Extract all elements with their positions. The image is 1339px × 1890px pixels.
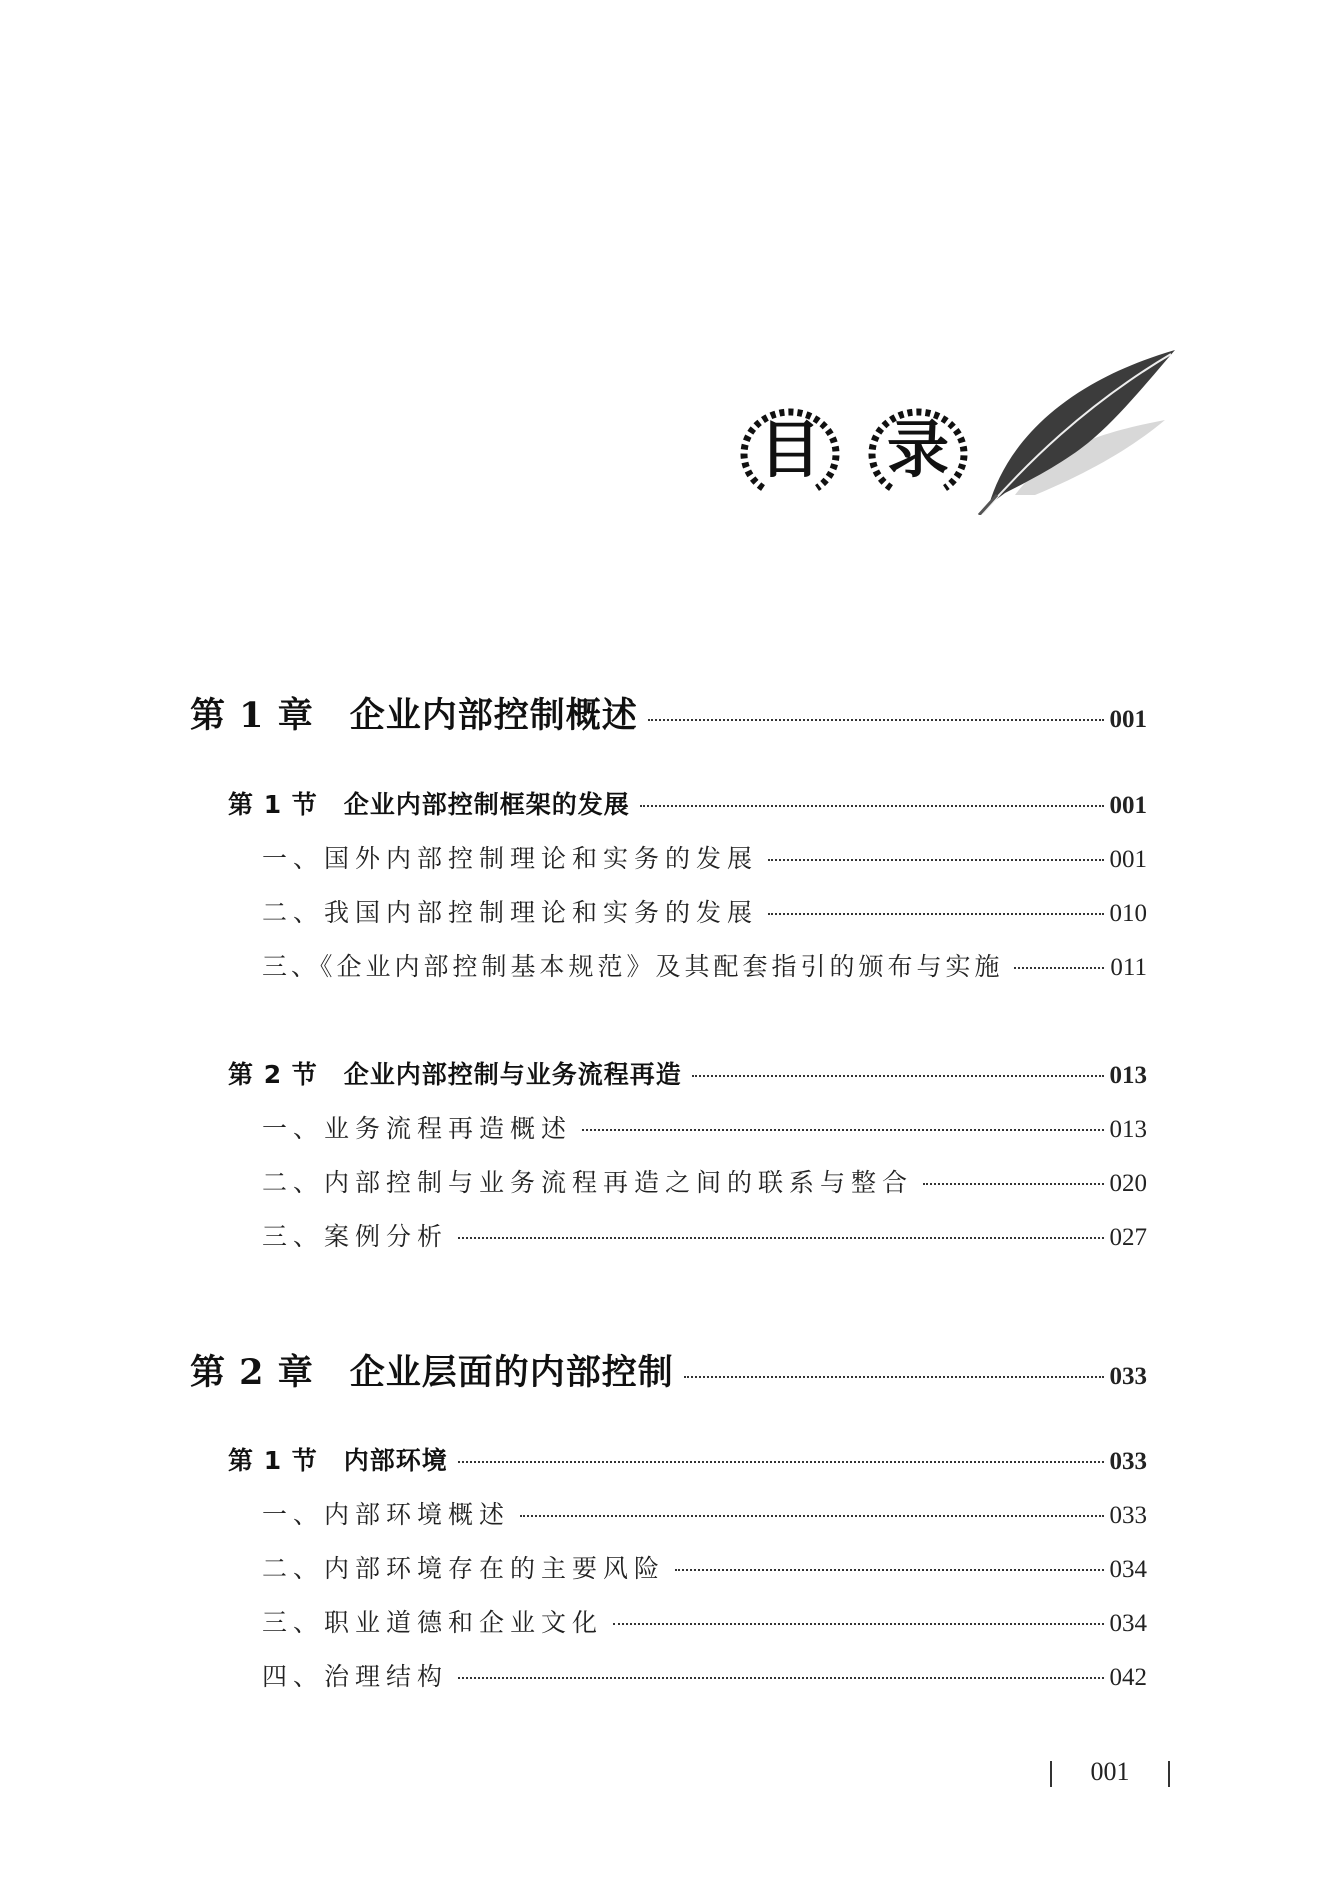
dot-leader bbox=[684, 1376, 1104, 1378]
toc-chapter-1[interactable] bbox=[190, 688, 1147, 738]
title-char-lu bbox=[863, 400, 973, 500]
dot-leader bbox=[923, 1183, 1103, 1185]
toc-entry-label: 第 1 节 企业内部控制框架的发展 bbox=[228, 790, 630, 819]
toc-entry-label: 第 2 章 企业层面的内部控制 bbox=[190, 1352, 674, 1393]
toc-entry-label: 三、案例分析 bbox=[262, 1222, 449, 1251]
dot-leader bbox=[1014, 967, 1105, 969]
title-glyph-1: 目 bbox=[758, 413, 821, 486]
toc-item[interactable] bbox=[262, 1217, 1147, 1253]
toc-page-number: 033 bbox=[1109, 1448, 1147, 1475]
toc-entry-label: 二、我国内部控制理论和实务的发展 bbox=[262, 898, 759, 927]
toc-page-number: 027 bbox=[1109, 1224, 1147, 1251]
toc-item[interactable] bbox=[262, 1549, 1147, 1585]
toc-entry-label: 第 2 节 企业内部控制与业务流程再造 bbox=[228, 1060, 682, 1089]
toc-entry-label: 四、治理结构 bbox=[262, 1662, 449, 1691]
toc-entry-label: 第 1 节 内部环境 bbox=[228, 1446, 448, 1475]
toc-page-number: 013 bbox=[1109, 1116, 1147, 1143]
dot-leader bbox=[648, 719, 1104, 721]
toc-page-number: 034 bbox=[1109, 1556, 1147, 1583]
toc-page-number: 033 bbox=[1109, 1363, 1147, 1390]
toc-page-number: 010 bbox=[1109, 900, 1147, 927]
toc-entry-label: 一、业务流程再造概述 bbox=[262, 1114, 573, 1143]
toc-entry-label: 三、《企业内部控制基本规范》及其配套指引的颁布与实施 bbox=[262, 952, 1004, 981]
toc-item[interactable] bbox=[262, 1603, 1147, 1639]
dot-leader bbox=[768, 913, 1103, 915]
title-glyph-2: 录 bbox=[886, 413, 949, 486]
toc-chapter-2[interactable] bbox=[190, 1345, 1147, 1395]
toc-item[interactable] bbox=[262, 1495, 1147, 1531]
toc-entry-label: 三、职业道德和企业文化 bbox=[262, 1608, 604, 1637]
dot-leader bbox=[768, 859, 1103, 861]
dot-leader bbox=[613, 1623, 1103, 1625]
dot-leader bbox=[458, 1237, 1103, 1239]
toc-entry-label: 第 1 章 企业内部控制概述 bbox=[190, 695, 638, 736]
toc-section-1-2[interactable] bbox=[228, 1055, 1147, 1091]
toc-page-number: 001 bbox=[1109, 792, 1147, 819]
toc-page-number: 001 bbox=[1109, 846, 1147, 873]
title-char-mu bbox=[735, 400, 845, 500]
toc-entry-label: 一、国外内部控制理论和实务的发展 bbox=[262, 844, 759, 873]
toc-entry-label: 二、内部环境存在的主要风险 bbox=[262, 1554, 666, 1583]
toc-page-number: 033 bbox=[1109, 1502, 1147, 1529]
footer-page-number: 001 bbox=[1090, 1757, 1130, 1786]
footer-divider bbox=[1168, 1761, 1170, 1787]
toc-page-number: 011 bbox=[1110, 954, 1147, 981]
toc-entry-label: 一、内部环境概述 bbox=[262, 1500, 511, 1529]
toc-section-1-1[interactable] bbox=[228, 785, 1147, 821]
toc-page-number: 020 bbox=[1109, 1170, 1147, 1197]
toc-item[interactable] bbox=[262, 1657, 1147, 1693]
dot-leader bbox=[675, 1569, 1103, 1571]
toc-page-number: 013 bbox=[1109, 1062, 1147, 1089]
toc-page-number: 001 bbox=[1109, 706, 1147, 733]
dot-leader bbox=[582, 1129, 1103, 1131]
dot-leader bbox=[458, 1677, 1103, 1679]
toc-item[interactable] bbox=[262, 839, 1147, 875]
feather-icon bbox=[975, 345, 1180, 515]
toc-item[interactable] bbox=[262, 893, 1147, 929]
page-footer bbox=[1050, 1755, 1170, 1795]
toc-item[interactable] bbox=[262, 1163, 1147, 1199]
toc-item[interactable] bbox=[262, 947, 1147, 983]
dot-leader bbox=[458, 1461, 1104, 1463]
dot-leader bbox=[520, 1515, 1103, 1517]
toc-page-number: 034 bbox=[1109, 1610, 1147, 1637]
toc-title bbox=[735, 400, 1005, 500]
toc-page-number: 042 bbox=[1109, 1664, 1147, 1691]
dot-leader bbox=[640, 805, 1104, 807]
toc-entry-label: 二、内部控制与业务流程再造之间的联系与整合 bbox=[262, 1168, 914, 1197]
dot-leader bbox=[692, 1075, 1104, 1077]
toc-section-2-1[interactable] bbox=[228, 1441, 1147, 1477]
toc-item[interactable] bbox=[262, 1109, 1147, 1145]
